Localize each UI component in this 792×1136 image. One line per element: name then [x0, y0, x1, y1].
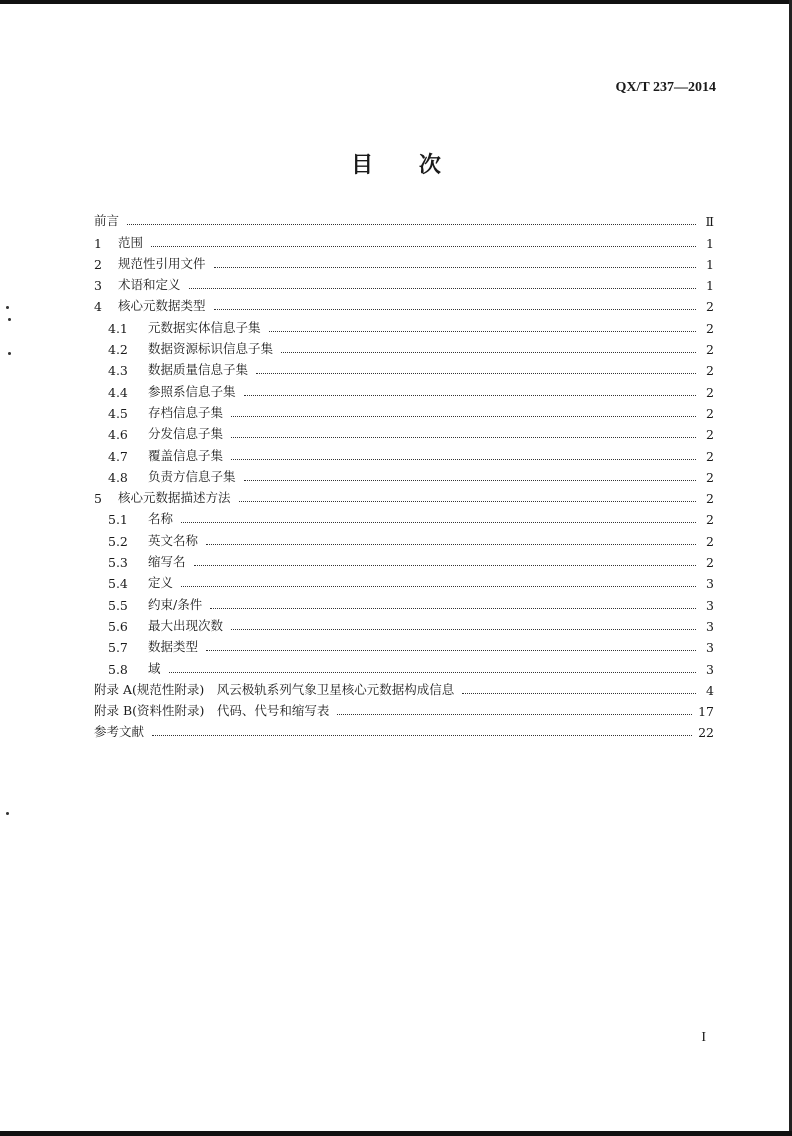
toc-entry-title: 附录 A(规范性附录) 风云极轨系列气象卫星核心元数据构成信息 — [94, 681, 455, 697]
toc-entry-number: 3 — [94, 278, 102, 294]
toc-entry-number: 4.4 — [108, 384, 128, 400]
toc-entry[interactable] — [94, 378, 714, 399]
toc-dot-leader — [206, 544, 696, 545]
toc-entry-page: 2 — [706, 363, 714, 379]
toc-entry-title: 定义 — [148, 575, 174, 591]
toc-entry-title: 数据资源标识信息子集 — [148, 341, 274, 357]
toc-dot-leader — [210, 608, 696, 609]
toc-entry-title: 术语和定义 — [118, 277, 181, 293]
toc-entry[interactable] — [94, 719, 714, 740]
toc-entry-page: 22 — [698, 725, 714, 741]
toc-entry[interactable] — [94, 634, 714, 655]
toc-entry-title: 缩写名 — [148, 554, 186, 570]
toc-entry[interactable] — [94, 272, 714, 293]
toc-entry-page: 2 — [706, 469, 714, 485]
toc-entry-page: 1 — [706, 256, 714, 272]
toc-entry-title: 参考文献 — [94, 724, 145, 740]
toc-dot-leader — [239, 501, 696, 502]
toc-entry[interactable] — [94, 357, 714, 378]
toc-entry-title: 覆盖信息子集 — [148, 447, 224, 463]
toc-entry-number: 5.2 — [108, 533, 128, 549]
toc-entry-page: 2 — [706, 405, 714, 421]
toc-entry-title: 参照系信息子集 — [148, 383, 236, 399]
toc-entry[interactable] — [94, 208, 714, 229]
toc-dot-leader — [231, 416, 696, 417]
toc-entry[interactable] — [94, 613, 714, 634]
toc-dot-leader — [462, 693, 696, 694]
toc-entry[interactable] — [94, 506, 714, 527]
toc-entry-page: 2 — [706, 448, 714, 464]
toc-entry-page: 1 — [706, 235, 714, 251]
toc-entry[interactable] — [94, 229, 714, 250]
toc-entry-number: 5 — [94, 491, 102, 507]
scan-edge-top — [0, 0, 792, 4]
toc-entry-page: 4 — [706, 682, 714, 698]
toc-dot-leader — [269, 331, 696, 332]
toc-entry-title: 数据质量信息子集 — [148, 362, 249, 378]
scan-speck — [6, 812, 9, 815]
toc-entry-title: 范围 — [118, 234, 144, 250]
toc-dot-leader — [189, 288, 696, 289]
toc-entry-page: 2 — [706, 342, 714, 358]
toc-entry-title: 分发信息子集 — [148, 426, 224, 442]
toc-entry-title: 域 — [148, 660, 161, 676]
toc-entry-number: 5.3 — [108, 555, 128, 571]
toc-dot-leader — [244, 480, 696, 481]
toc-dot-leader — [152, 735, 692, 736]
toc-entry-number: 4.3 — [108, 363, 128, 379]
toc-entry[interactable] — [94, 293, 714, 314]
scan-speck — [6, 306, 9, 309]
toc-entry[interactable] — [94, 314, 714, 335]
toc-entry-title: 名称 — [148, 511, 174, 527]
toc-entry-title: 英文名称 — [148, 532, 199, 548]
toc-entry-title: 约束/条件 — [148, 596, 203, 612]
toc-entry-page: 2 — [706, 384, 714, 400]
toc-entry-page: 3 — [706, 576, 714, 592]
toc-entry-title: 附录 B(资料性附录) 代码、代号和缩写表 — [94, 703, 330, 719]
toc-dot-leader — [231, 459, 696, 460]
toc-dot-leader — [214, 309, 696, 310]
toc-dot-leader — [181, 586, 696, 587]
toc-entry-page: 2 — [706, 512, 714, 528]
toc-entry-page: 3 — [706, 618, 714, 634]
toc-entry-page: 3 — [706, 661, 714, 677]
toc-entry-page: 2 — [706, 299, 714, 315]
toc-entry[interactable] — [94, 485, 714, 506]
toc-entry[interactable] — [94, 336, 714, 357]
page-title: 目 次 — [351, 153, 441, 178]
toc-entry[interactable] — [94, 677, 714, 698]
toc-dot-leader — [214, 267, 696, 268]
scan-speck — [8, 352, 11, 355]
toc-entry-number: 4.2 — [108, 342, 128, 358]
toc-entry-number: 5.5 — [108, 597, 128, 613]
toc-entry[interactable] — [94, 527, 714, 548]
toc-entry-page: Ⅱ — [705, 214, 714, 230]
toc-dot-leader — [256, 373, 696, 374]
toc-dot-leader — [337, 714, 692, 715]
toc-entry-title: 最大出现次数 — [148, 617, 224, 633]
toc-entry-number: 5.4 — [108, 576, 128, 592]
toc-entry-page: 2 — [706, 320, 714, 336]
scan-speck — [8, 318, 11, 321]
toc-entry-page: 2 — [706, 491, 714, 507]
page-number: I — [701, 1030, 706, 1045]
toc-entry[interactable] — [94, 698, 714, 719]
toc-entry-page: 2 — [706, 427, 714, 443]
toc-entry-page: 2 — [706, 555, 714, 571]
toc-entry-number: 4.7 — [108, 448, 128, 464]
toc-entry-title: 前言 — [94, 213, 120, 229]
toc-entry-page: 3 — [706, 640, 714, 656]
toc-dot-leader — [127, 224, 696, 225]
toc-dot-leader — [244, 395, 696, 396]
table-of-contents — [94, 208, 714, 740]
toc-entry-title: 核心元数据类型 — [118, 298, 206, 314]
toc-entry-number: 5.1 — [108, 512, 128, 528]
toc-entry-title: 负责方信息子集 — [148, 468, 236, 484]
toc-entry-number: 5.8 — [108, 661, 128, 677]
toc-entry-number: 5.6 — [108, 618, 128, 634]
toc-entry-title: 元数据实体信息子集 — [148, 319, 261, 335]
toc-entry-title: 数据类型 — [148, 639, 199, 655]
toc-entry[interactable] — [94, 421, 714, 442]
toc-dot-leader — [169, 672, 696, 673]
toc-entry-title: 核心元数据描述方法 — [118, 490, 231, 506]
toc-entry[interactable] — [94, 442, 714, 463]
toc-entry-number: 4.1 — [108, 320, 128, 336]
toc-entry[interactable] — [94, 251, 714, 272]
toc-entry-number: 1 — [94, 235, 102, 251]
toc-entry-number: 4.6 — [108, 427, 128, 443]
document-code: QX/T 237—2014 — [615, 80, 716, 95]
toc-dot-leader — [281, 352, 696, 353]
toc-entry-number: 4.8 — [108, 469, 128, 485]
toc-entry-page: 2 — [706, 533, 714, 549]
toc-dot-leader — [194, 565, 696, 566]
toc-entry-number: 4 — [94, 299, 102, 315]
toc-entry-number: 2 — [94, 256, 102, 272]
toc-dot-leader — [151, 246, 696, 247]
toc-dot-leader — [231, 437, 696, 438]
toc-entry[interactable] — [94, 591, 714, 612]
toc-entry[interactable] — [94, 400, 714, 421]
toc-entry[interactable] — [94, 549, 714, 570]
toc-entry-number: 4.5 — [108, 405, 128, 421]
toc-entry[interactable] — [94, 655, 714, 676]
toc-entry-title: 存档信息子集 — [148, 404, 224, 420]
toc-entry[interactable] — [94, 570, 714, 591]
toc-entry-page: 3 — [706, 597, 714, 613]
toc-dot-leader — [206, 650, 696, 651]
toc-dot-leader — [231, 629, 696, 630]
toc-entry-page: 1 — [706, 278, 714, 294]
toc-entry-number: 5.7 — [108, 640, 128, 656]
toc-entry-page: 17 — [698, 704, 714, 720]
scan-edge-bottom — [0, 1131, 792, 1136]
toc-entry[interactable] — [94, 464, 714, 485]
toc-entry-title: 规范性引用文件 — [118, 255, 206, 271]
toc-dot-leader — [181, 522, 696, 523]
